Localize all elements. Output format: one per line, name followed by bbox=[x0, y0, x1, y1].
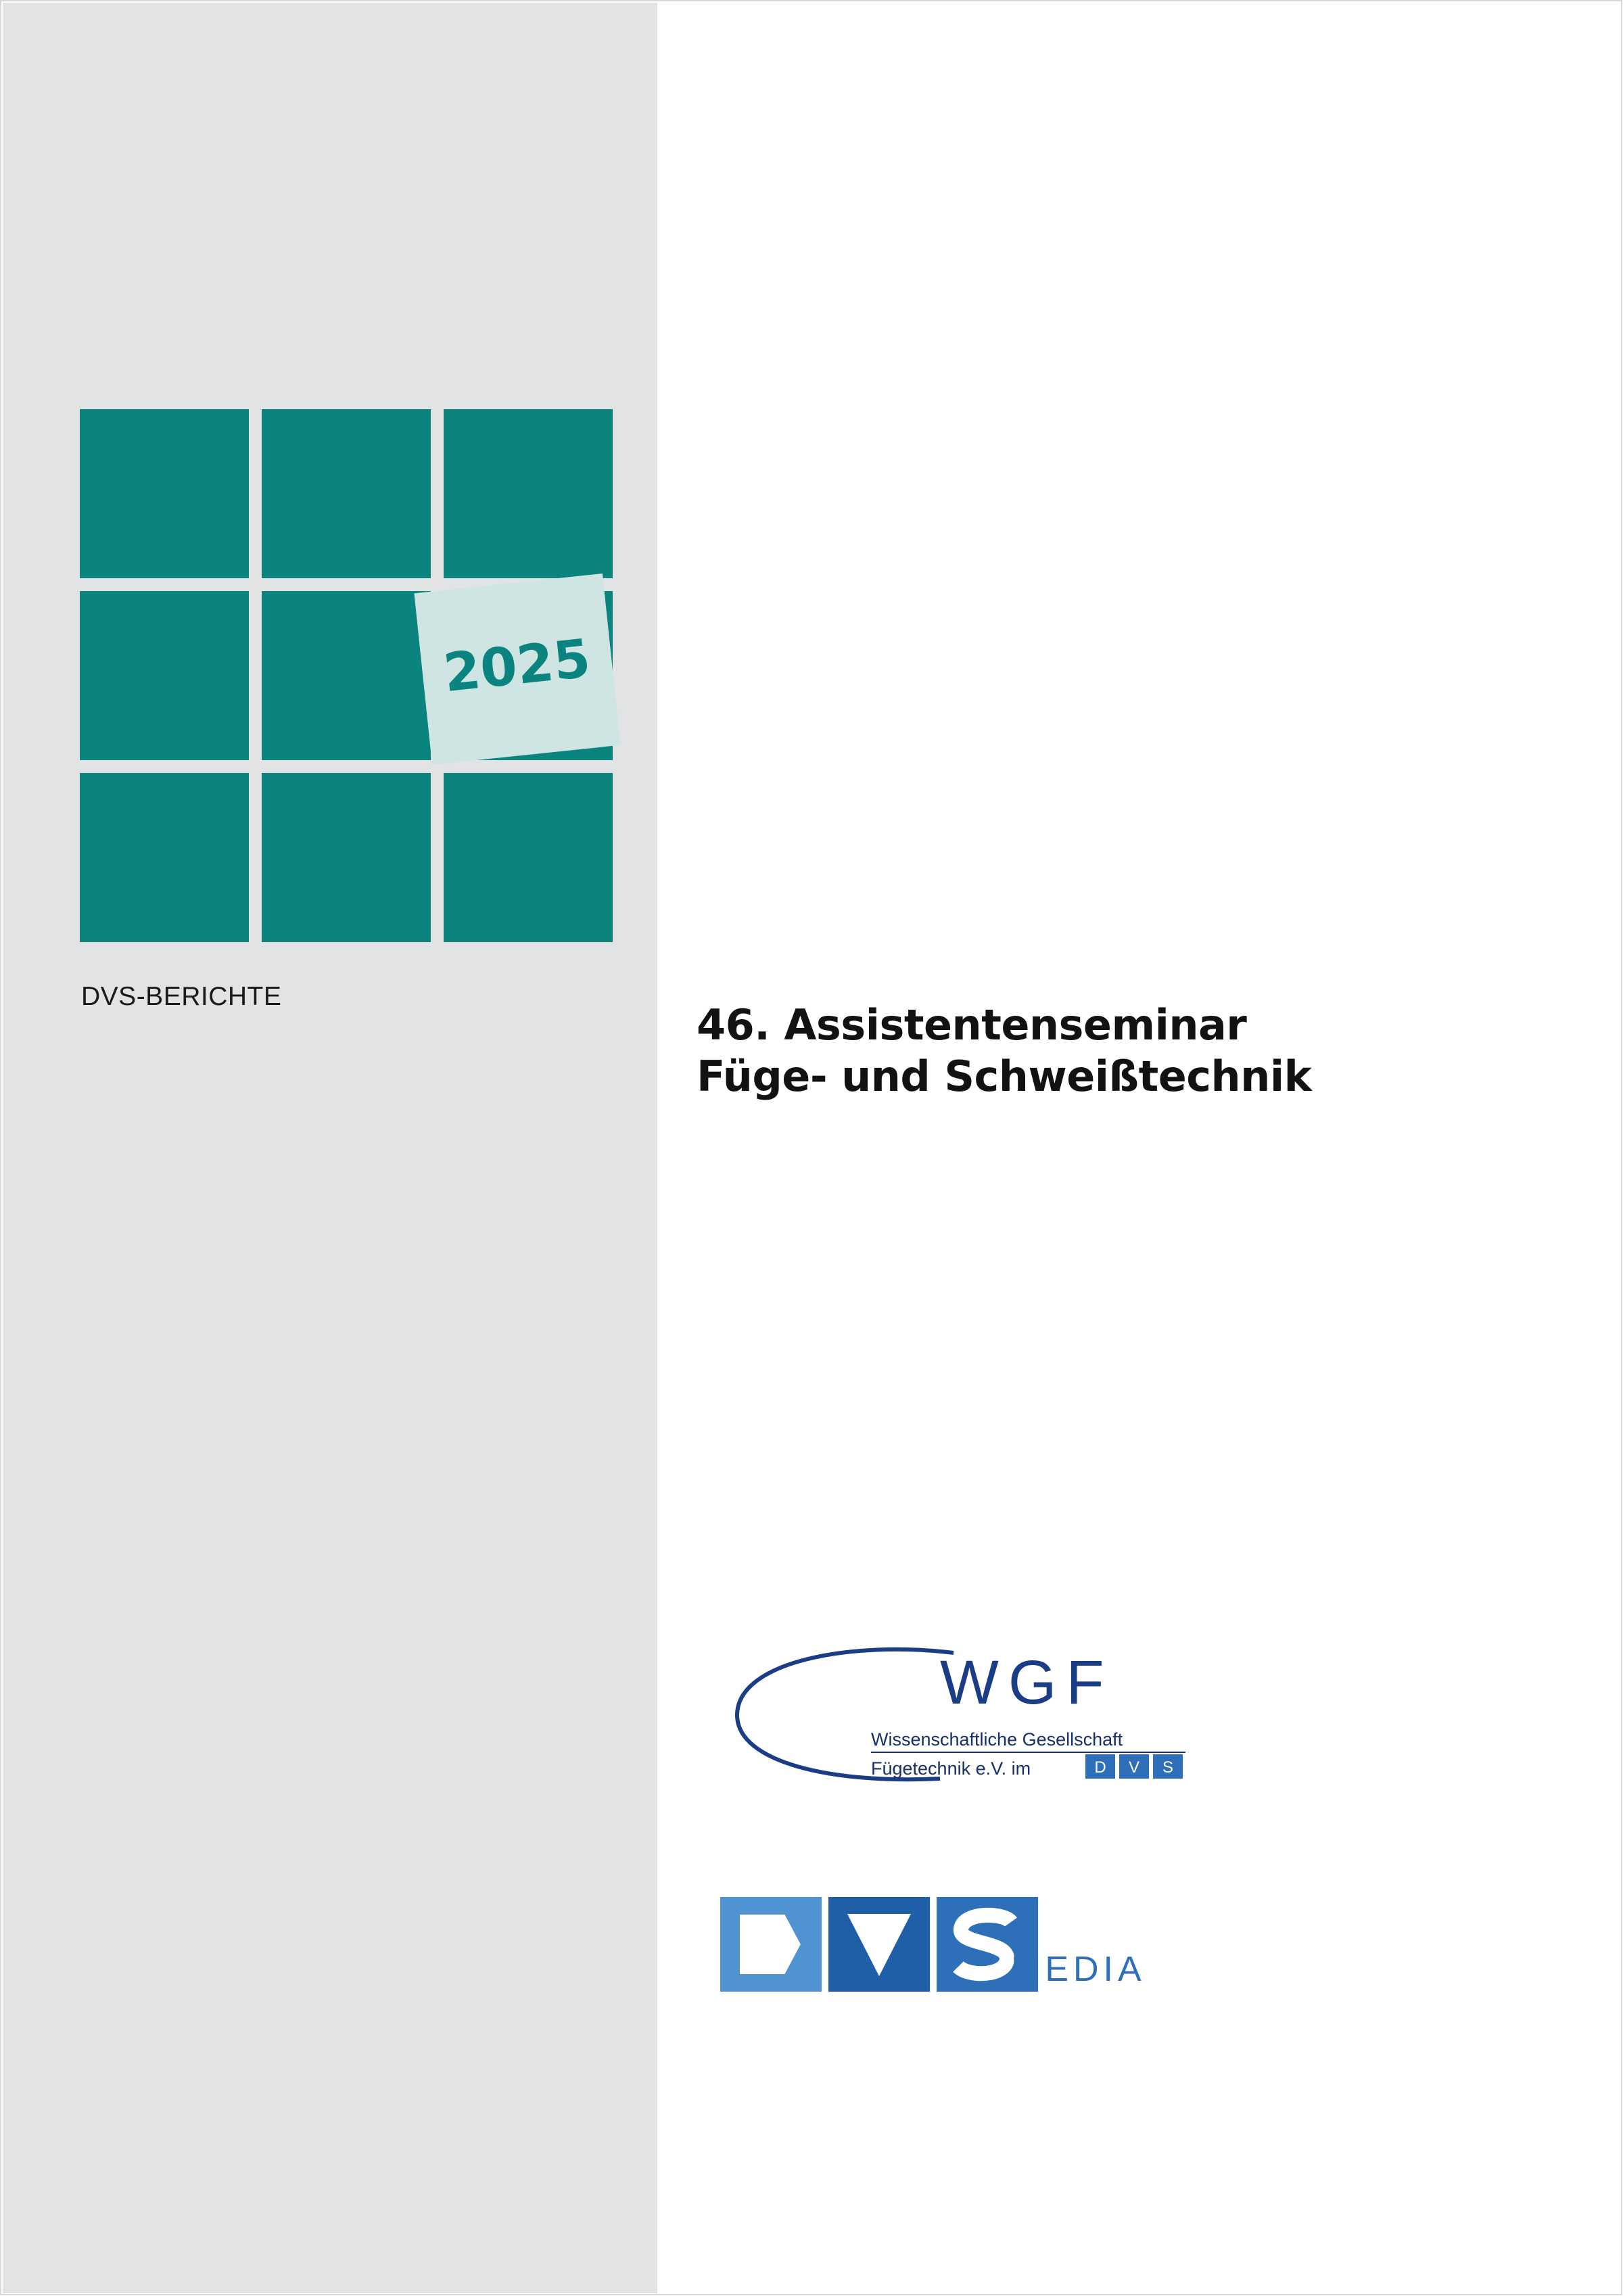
grid-square bbox=[80, 591, 249, 760]
grid-square bbox=[80, 773, 249, 942]
dvs-media-logo bbox=[720, 1887, 1187, 2022]
wgf-divider bbox=[871, 1752, 1185, 1753]
svg-text:D: D bbox=[1094, 1758, 1106, 1777]
grid-square bbox=[262, 409, 431, 578]
svg-text:S: S bbox=[1162, 1758, 1174, 1777]
wgf-letters: WGF bbox=[940, 1648, 1114, 1717]
left-grey-band bbox=[3, 3, 657, 2293]
grid-square bbox=[444, 409, 613, 578]
title-line-1: 46. Assistentenseminar bbox=[697, 1000, 1247, 1050]
svg-text:V: V bbox=[1128, 1758, 1140, 1777]
series-label: DVS-BERICHTE bbox=[81, 982, 282, 1011]
wgf-subtitle-line-1: Wissenschaftliche Gesellschaft bbox=[871, 1729, 1123, 1750]
grid-square bbox=[262, 773, 431, 942]
wgf-subtitle-line-2: Fügetechnik e.V. im bbox=[871, 1758, 1031, 1779]
cover-title bbox=[697, 1000, 1576, 1102]
grid-square bbox=[80, 409, 249, 578]
dvs-media-word: MEDIA bbox=[1011, 1950, 1146, 1989]
grid-square bbox=[444, 773, 613, 942]
grid-square bbox=[262, 591, 431, 760]
year-badge-label: 2025 bbox=[440, 628, 594, 705]
wgf-logo bbox=[717, 1643, 1174, 1799]
year-badge bbox=[414, 573, 620, 765]
dvs-inline-mark-icon bbox=[1085, 1754, 1185, 1779]
title-line-2: Füge- und Schweißtechnik bbox=[697, 1051, 1312, 1101]
